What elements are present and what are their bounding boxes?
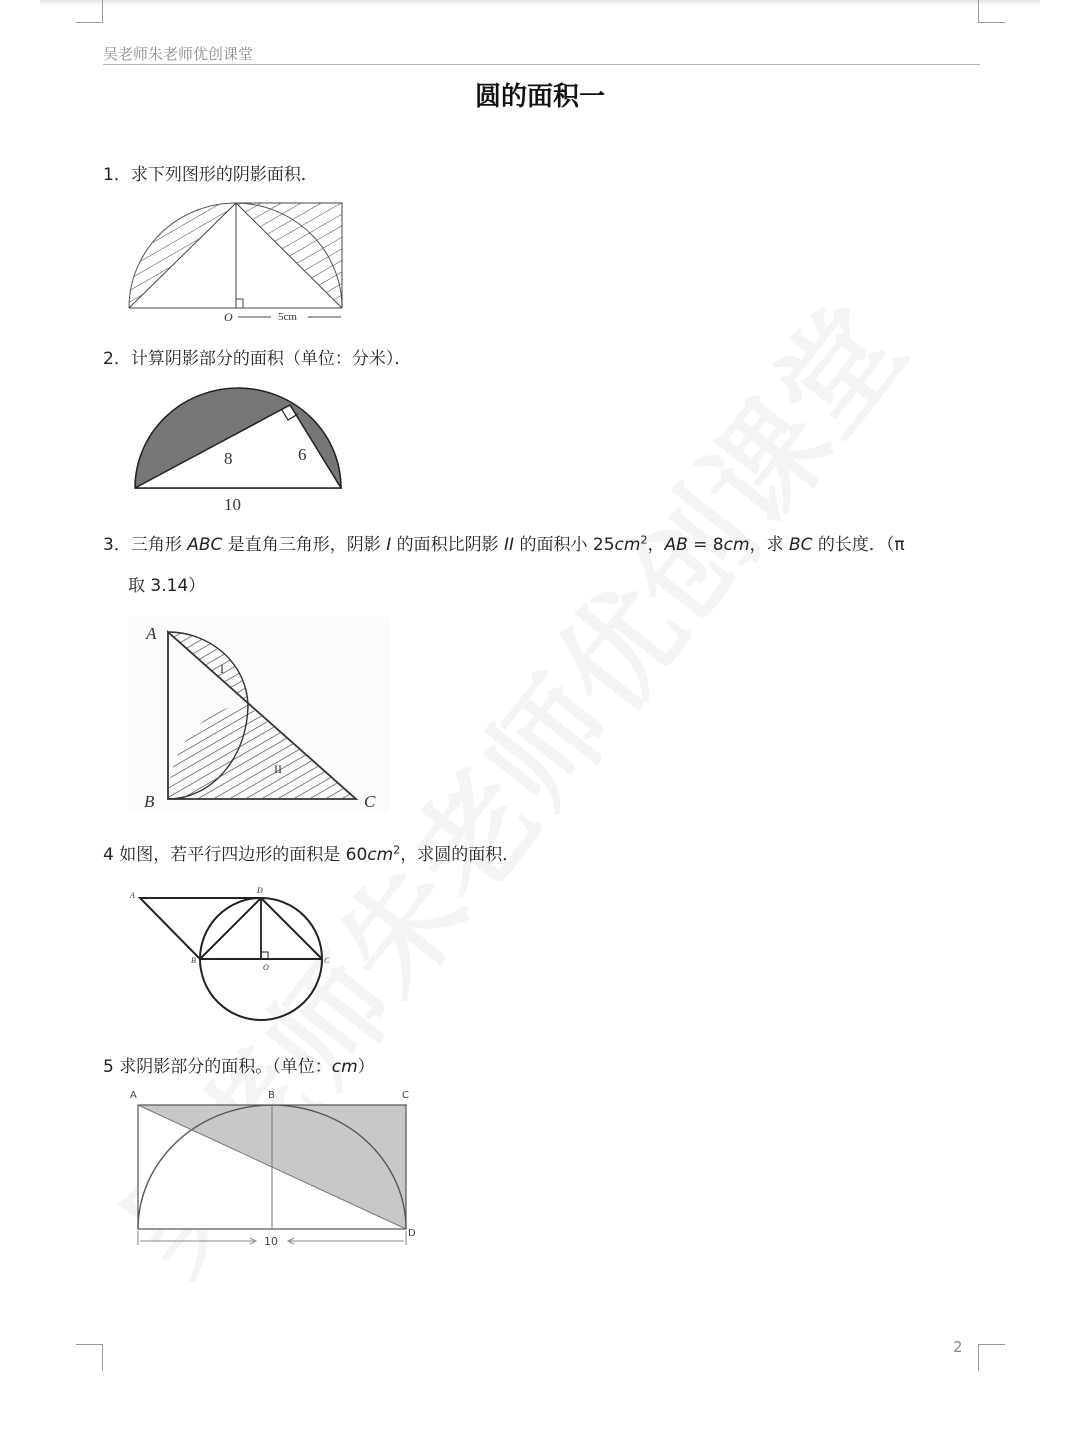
figure-4 <box>126 884 336 1029</box>
label-D: D <box>257 886 263 895</box>
label-8: 8 <box>224 449 233 468</box>
question-2 <box>103 344 411 369</box>
question-text: 计算阴影部分的面积（单位：分米）． <box>130 349 412 369</box>
label-A: A <box>130 891 135 900</box>
math-var: AB <box>664 535 688 555</box>
text: 的面积小 25 <box>514 535 615 555</box>
label-O: O <box>263 963 269 972</box>
text: = 8 <box>687 535 724 555</box>
text: 是直角三角形，阴影 <box>222 535 387 555</box>
math-var: I <box>386 535 392 555</box>
question-3 <box>103 530 905 555</box>
question-text: 求阴影部分的面积。（单位： <box>113 1057 332 1077</box>
question-5 <box>103 1052 375 1077</box>
math-unit: cm <box>723 535 750 555</box>
page-header: 吴老师朱老师优创课堂 <box>103 44 980 65</box>
label-I: I <box>220 662 224 676</box>
figure-1 <box>126 200 348 324</box>
label-B: B <box>144 792 155 811</box>
math-unit: cm <box>614 535 641 555</box>
text: 的长度．（π <box>812 535 905 555</box>
page-title: 圆的面积一 <box>474 82 605 112</box>
label-5cm: 5cm <box>278 311 297 323</box>
corner-mark-bottom-left <box>76 1344 103 1371</box>
text: ，求 <box>749 535 789 555</box>
math-unit: cm <box>367 845 394 865</box>
question-number: 5 <box>103 1057 114 1077</box>
text: 的面积比阴影 <box>391 535 505 555</box>
text: ） <box>357 1057 375 1077</box>
page-top-shadow <box>40 0 1040 6</box>
label-B: B <box>191 956 196 965</box>
question-1 <box>103 160 318 185</box>
question-text: 求下列图形的阴影面积． <box>130 165 318 185</box>
label-B: B <box>268 1090 275 1101</box>
question-number: 1． <box>103 165 131 185</box>
label-6: 6 <box>298 445 307 464</box>
figure-2 <box>130 380 350 520</box>
label-C: C <box>402 1090 409 1101</box>
text: ，求圆的面积． <box>400 845 520 865</box>
text: 如图，若平行四边形的面积是 60 <box>113 845 368 865</box>
question-number: 4 <box>103 845 114 865</box>
label-10: 10 <box>224 495 241 514</box>
question-number: 2． <box>103 349 131 369</box>
label-o: O <box>224 310 233 324</box>
label-A: A <box>130 1090 137 1101</box>
label-A: A <box>146 624 157 643</box>
question-4 <box>103 840 519 865</box>
superscript: 2 <box>393 843 401 857</box>
math-var: BC <box>788 535 813 555</box>
text: ， <box>647 535 665 555</box>
corner-mark-top-left <box>76 0 103 23</box>
corner-mark-bottom-right <box>978 1344 1005 1371</box>
page-number: 2 <box>953 1338 963 1356</box>
text: 三角形 <box>130 535 188 555</box>
math-unit: cm <box>331 1057 358 1077</box>
label-C: C <box>324 956 330 965</box>
superscript: 2 <box>640 533 648 547</box>
label-10: 10 <box>264 1235 278 1248</box>
figure-5 <box>126 1085 426 1250</box>
corner-mark-top-right <box>978 0 1005 23</box>
question-3-line2: 取 3.14） <box>128 576 206 596</box>
label-D: D <box>408 1228 416 1239</box>
math-var: ABC <box>187 535 223 555</box>
question-number: 3． <box>103 535 131 555</box>
figure-3 <box>128 617 390 813</box>
label-C: C <box>364 792 376 811</box>
math-var: II <box>504 535 515 555</box>
label-II: II <box>274 762 282 776</box>
